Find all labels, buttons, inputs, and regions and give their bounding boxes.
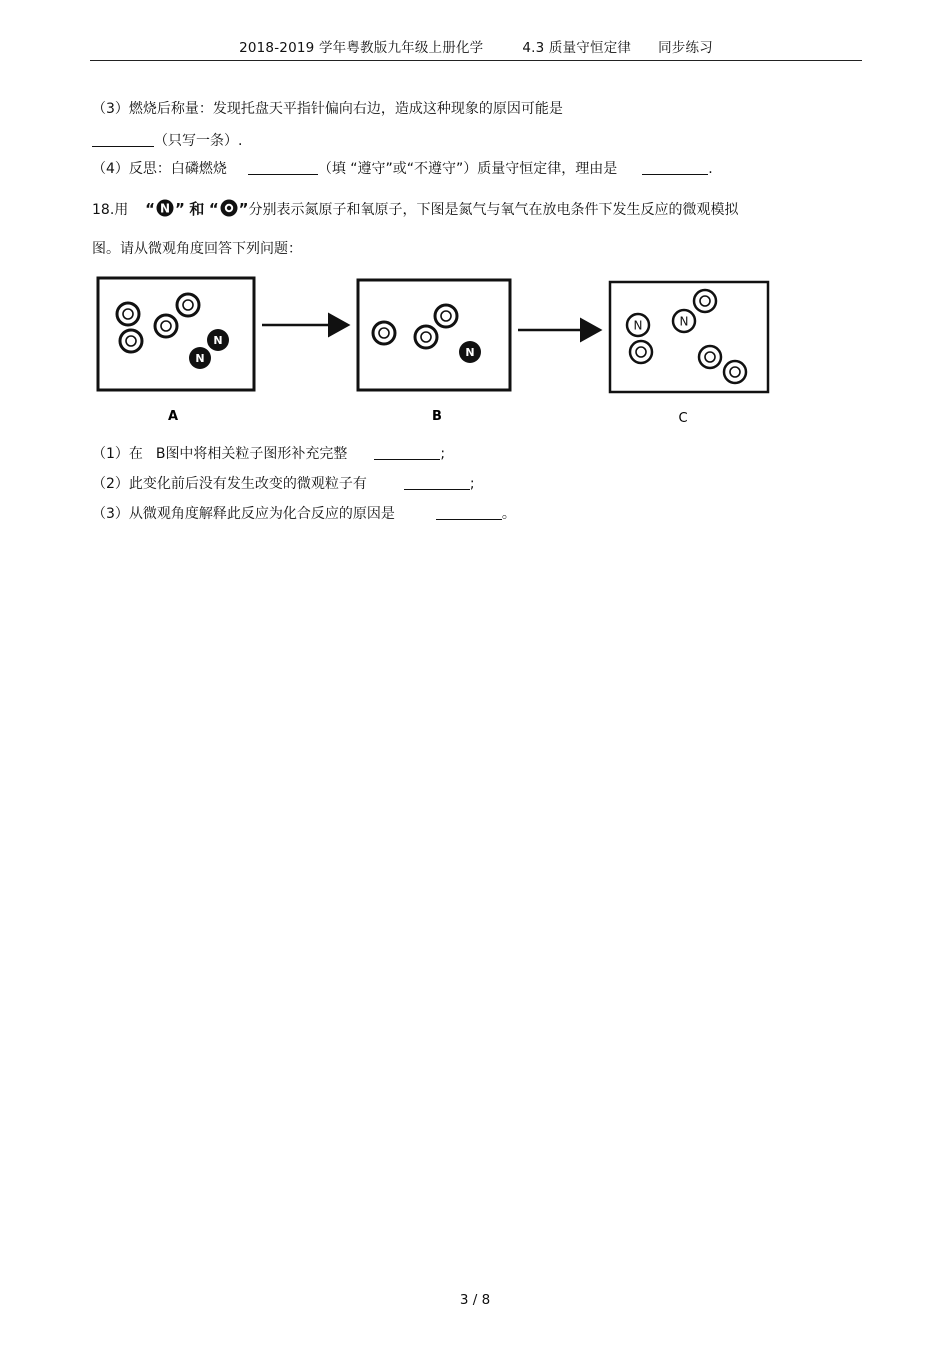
atom-letter: N bbox=[195, 352, 205, 365]
quote-open: “ bbox=[208, 200, 219, 218]
nitrogen-atom bbox=[459, 341, 481, 363]
answer-blank[interactable] bbox=[248, 160, 318, 175]
box-b-particles bbox=[373, 305, 481, 363]
page-header bbox=[90, 36, 862, 56]
q18-stem-line2 bbox=[92, 238, 302, 258]
q18-sub2 bbox=[92, 473, 475, 493]
q18-stem-line1 bbox=[92, 198, 739, 219]
oxygen-atom bbox=[699, 346, 721, 368]
answer-blank[interactable] bbox=[642, 160, 708, 175]
header-title: 2018-2019 学年粤教版九年级上册化学 bbox=[239, 40, 484, 56]
nitrogen-letter: N bbox=[160, 201, 171, 216]
q18-stem-text2: 图。请从微观角度回答下列问题： bbox=[92, 241, 302, 257]
oxygen-atom bbox=[373, 322, 395, 344]
q18-sub2-end: ; bbox=[469, 476, 475, 492]
box-a-particles bbox=[117, 294, 229, 369]
answer-blank[interactable] bbox=[374, 445, 440, 460]
oxygen-atom bbox=[155, 315, 177, 337]
q18-sub1-pre: （1）在 bbox=[92, 446, 143, 462]
header-divider bbox=[90, 60, 862, 61]
q18-sub2-text: （2）此变化前后没有发生改变的微观粒子有 bbox=[92, 476, 367, 492]
answer-blank[interactable] bbox=[404, 475, 470, 490]
label-a: A bbox=[167, 409, 179, 424]
q17-item3-cont-text: （只写一条）. bbox=[154, 133, 243, 149]
quote-open: “ bbox=[145, 200, 156, 218]
nitrogen-atom-icon bbox=[155, 198, 175, 218]
quote-close: ” bbox=[175, 200, 185, 218]
answer-blank[interactable] bbox=[92, 132, 154, 147]
q17-item4-end: . bbox=[708, 161, 713, 177]
nitrogen-atom bbox=[627, 314, 649, 336]
quote-close: ” bbox=[238, 200, 249, 218]
header-suffix: 同步练习 bbox=[658, 40, 713, 56]
q18-sub3-end: 。 bbox=[501, 506, 516, 522]
q17-item4 bbox=[92, 158, 713, 178]
atom-letter: N bbox=[633, 318, 643, 333]
q17-item4-mid: （填 “遵守”或“不遵守”）质量守恒定律，理由是 bbox=[317, 161, 618, 177]
atom-letter: N bbox=[679, 314, 689, 329]
oxygen-atom bbox=[120, 330, 142, 352]
oxygen-atom bbox=[415, 326, 437, 348]
nitrogen-atom bbox=[207, 329, 229, 351]
q18-sub3-text: （3）从微观角度解释此反应为化合反应的原因是 bbox=[92, 506, 395, 522]
q18-number: 18.用 bbox=[92, 202, 129, 218]
q17-item3-text: （3）燃烧后称量：发现托盘天平指针偏向右边，造成这种现象的原因可能是 bbox=[92, 101, 563, 117]
page-number: 3 / 8 bbox=[459, 1292, 491, 1308]
oxygen-atom-icon bbox=[219, 198, 239, 218]
q18-sub1 bbox=[92, 443, 445, 463]
q18-sub1-end: ; bbox=[440, 446, 446, 462]
q18-sub3 bbox=[92, 503, 516, 523]
atom-letter: N bbox=[213, 334, 223, 347]
box-c-particles bbox=[627, 290, 746, 383]
q18-stem-text: 分别表示氮原子和氧原子，下图是氮气与氧气在放电条件下发生反应的微观模拟 bbox=[248, 202, 739, 218]
oxygen-atom bbox=[630, 341, 652, 363]
q17-item3-continued bbox=[92, 130, 242, 150]
q18-sub1-text: 图中将相关粒子图形补充完整 bbox=[165, 446, 348, 462]
q17-item4-pre: （4）反思：白磷燃烧 bbox=[92, 161, 227, 177]
nitrogen-atom bbox=[189, 347, 211, 369]
label-c: C bbox=[678, 411, 688, 426]
label-b: B bbox=[432, 409, 442, 424]
atom-letter: N bbox=[465, 346, 475, 359]
q18-sub1-b: B bbox=[155, 446, 166, 462]
nitrogen-atom bbox=[673, 310, 695, 332]
answer-blank[interactable] bbox=[436, 505, 502, 520]
q18-and: 和 bbox=[189, 200, 205, 218]
oxygen-atom bbox=[177, 294, 199, 316]
oxygen-atom bbox=[724, 361, 746, 383]
oxygen-atom bbox=[694, 290, 716, 312]
oxygen-atom bbox=[435, 305, 457, 327]
q17-item3 bbox=[92, 98, 563, 118]
oxygen-atom bbox=[117, 303, 139, 325]
reaction-diagram bbox=[92, 272, 782, 432]
header-section: 4.3 质量守恒定律 bbox=[522, 40, 632, 56]
